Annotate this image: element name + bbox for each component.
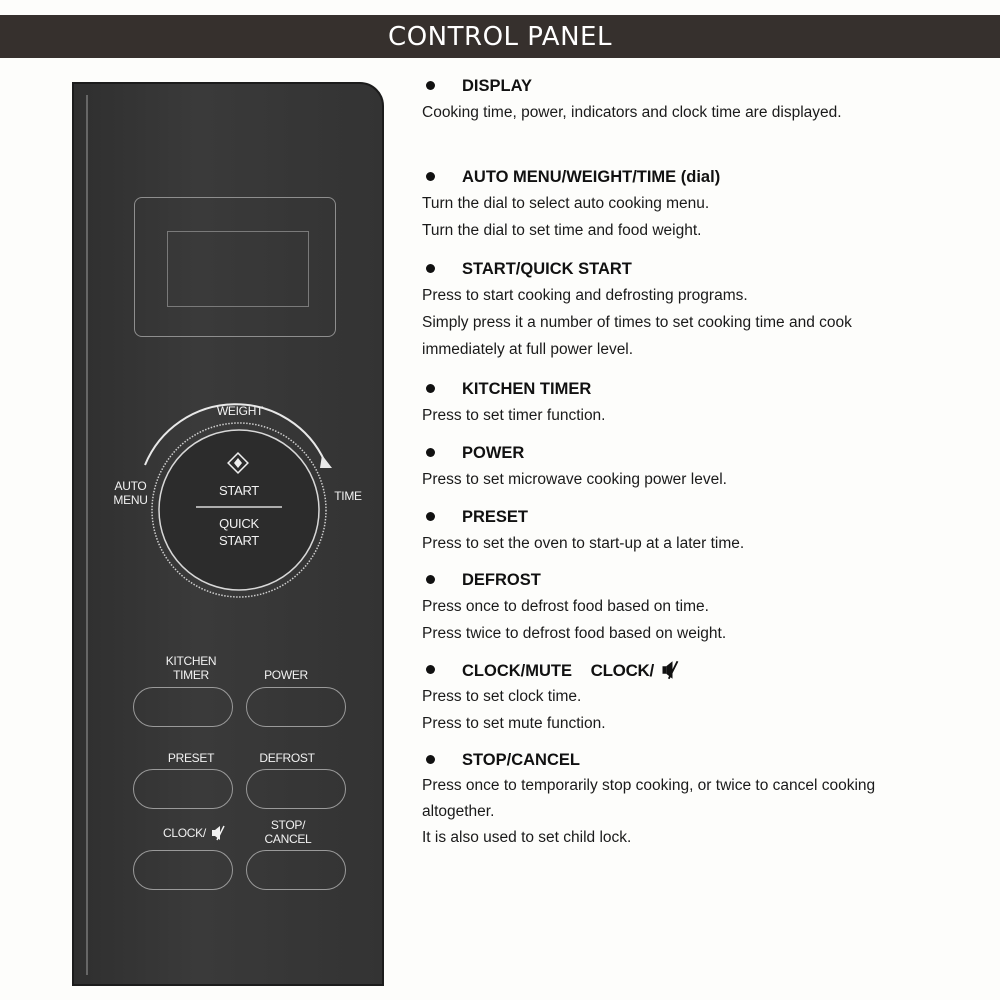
desc-title: DEFROST: [462, 571, 541, 589]
desc-line: Press twice to defrost food based on weight.: [422, 625, 727, 642]
desc-clock-mute: [422, 660, 892, 737]
label-power: POWER: [264, 668, 308, 682]
dial-label-auto-menu: [108, 479, 153, 507]
bullet: [426, 512, 435, 521]
label-defrost: DEFROST: [259, 751, 315, 765]
desc-title: CLOCK/MUTE: [462, 662, 572, 680]
label-kitchen-timer: [156, 654, 226, 682]
desc-line: Press to set the oven to start-up at a later time.: [422, 535, 745, 552]
desc-line: Press to start cooking and defrosting programs.: [422, 287, 748, 304]
label-preset: PRESET: [167, 751, 215, 765]
bullet: [426, 264, 435, 273]
panel-edge-line: [86, 95, 88, 975]
desc-line: Press to set microwave cooking power level.: [422, 471, 727, 488]
mute-speaker-icon: [211, 825, 225, 841]
desc-line: Press to set mute function.: [422, 715, 606, 732]
desc-title: KITCHEN TIMER: [462, 380, 592, 398]
desc-line: Press to set timer function.: [422, 407, 606, 424]
bullet: [426, 81, 435, 90]
dial-label-menu: MENU: [113, 493, 148, 507]
desc-start: [422, 259, 892, 363]
dial-label-weight: WEIGHT: [216, 404, 264, 418]
label-clock-mute: [154, 825, 234, 841]
desc-line: Press once to temporarily stop cooking, or twice to cancel cooking altogether.: [422, 777, 876, 820]
dial-label-auto: AUTO: [114, 479, 147, 493]
desc-power: [422, 443, 892, 493]
dial-label-quick-start-2: START: [219, 533, 259, 548]
dial-label-quick-start[interactable]: [209, 515, 269, 549]
bullet: [426, 755, 435, 764]
desc-auto-menu: [422, 167, 892, 244]
desc-title: START/QUICK START: [462, 260, 632, 278]
page-title: CONTROL PANEL: [388, 21, 612, 52]
desc-line: Simply press it a number of times to set cooking time and cook immediately at full power level.: [422, 314, 852, 358]
desc-title: POWER: [462, 444, 525, 462]
defrost-button[interactable]: [246, 769, 346, 809]
page-title-banner: [0, 15, 1000, 58]
desc-clock-inline: CLOCK/: [590, 661, 654, 680]
label-stop: STOP/: [270, 818, 306, 832]
bullet: [426, 448, 435, 457]
preset-button[interactable]: [133, 769, 233, 809]
dial-arc-arrow-icon: [320, 455, 332, 468]
clock-mute-button[interactable]: [133, 850, 233, 890]
desc-line: It is also used to set child lock.: [422, 829, 632, 846]
stop-cancel-button[interactable]: [246, 850, 346, 890]
bullet: [426, 172, 435, 181]
desc-title: DISPLAY: [462, 77, 532, 95]
desc-line: Cooking time, power, indicators and clock time are displayed.: [422, 104, 842, 121]
desc-line: Turn the dial to select auto cooking menu.: [422, 195, 710, 212]
display-screen: [167, 231, 309, 307]
label-cancel: CANCEL: [264, 832, 312, 846]
label-kitchen: KITCHEN: [165, 654, 217, 668]
dial-label-quick: QUICK: [219, 516, 259, 531]
desc-preset: [422, 507, 892, 557]
desc-stop-cancel: [422, 750, 892, 851]
desc-kitchen-timer: [422, 379, 892, 429]
desc-title: AUTO MENU/WEIGHT/TIME (dial): [462, 168, 721, 186]
dial-label-start[interactable]: START: [219, 483, 259, 498]
label-clock: CLOCK/: [163, 826, 206, 840]
desc-display: [422, 76, 892, 126]
dial-label-time: TIME: [334, 489, 362, 503]
desc-title: PRESET: [462, 508, 529, 526]
desc-line: Press once to defrost food based on time.: [422, 598, 709, 615]
bullet: [426, 575, 435, 584]
mute-speaker-icon: [661, 660, 679, 680]
desc-line: Turn the dial to set time and food weight.: [422, 222, 702, 239]
bullet: [426, 665, 435, 674]
label-timer: TIMER: [173, 668, 209, 682]
power-button[interactable]: [246, 687, 346, 727]
label-stop-cancel: [258, 818, 318, 846]
desc-line: Press to set clock time.: [422, 688, 582, 705]
desc-title: STOP/CANCEL: [462, 751, 580, 769]
bullet: [426, 384, 435, 393]
kitchen-timer-button[interactable]: [133, 687, 233, 727]
desc-defrost: [422, 570, 892, 647]
